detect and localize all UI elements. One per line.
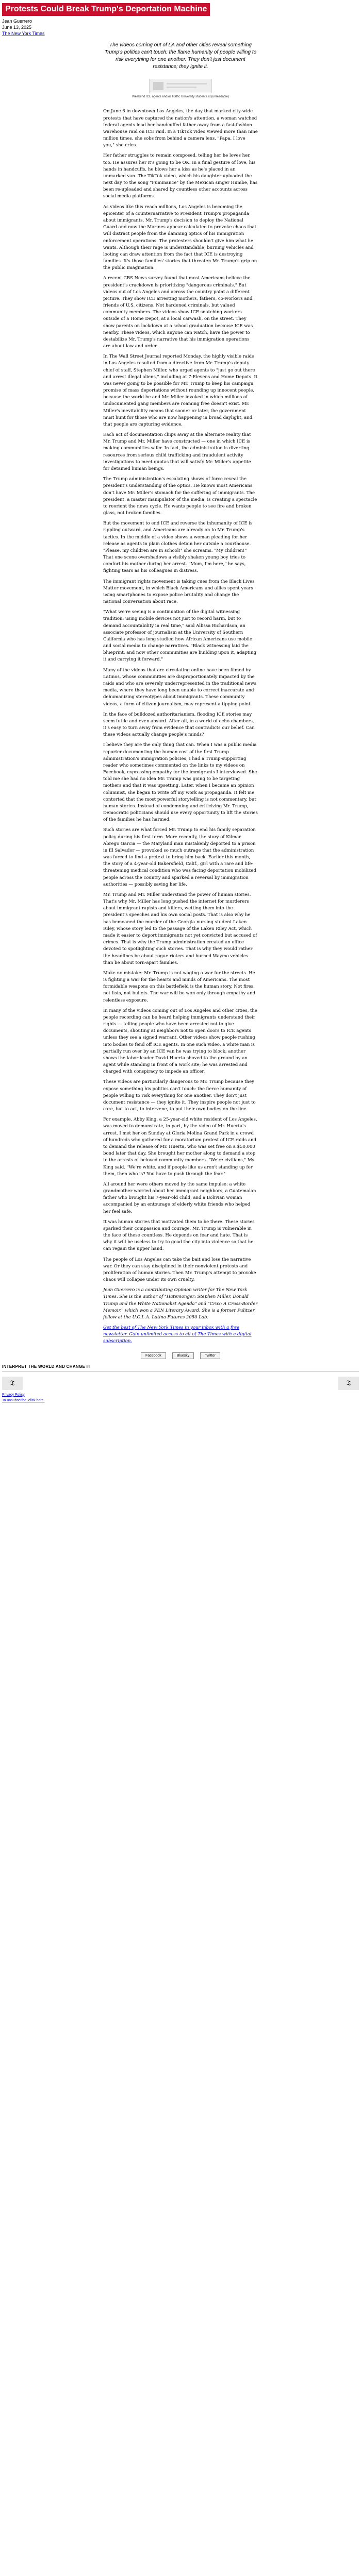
article-paragraph: As videos like this reach millions, Los Angeles is becoming the epicenter of a counternarrative to President Trump's propaganda about immigrants. Mr. Trump's decision to deploy the National Guard and now the Marines appear calculated to provoke chaos that will distract people from the damning optics of his immigration enforcement operations. The protesters shouldn't give him what he wants. Although their rage is understandable, burning vehicles and looting can draw attention from the fact that ICE is destroying families. It's those families' stories that threaten Mr. Trump's grip on the public imagination.: [103, 204, 257, 271]
article-paragraph: A recent CBS News survey found that most Americans believe the president's crackdown is prioritizing "dangerous criminals." But videos out of Los Angeles and across the country paint a different picture. They show ICE arresting mothers, fathers, co-workers and friends of U.S. citizens. Not hardened criminals, but valued community members. The videos show ICE snatching workers outside of a Home Depot, at a local carwash, on the street. They show parents on lockdown at a school graduation because ICE was nearby. These videos, which anyone can watch, have the power to destabilize Mr. Trump's narrative that his immigration operations are about law and order.: [103, 276, 253, 349]
article-paragraph: I believe they are the only thing that can. When I was a public media reporter documenting the human cost of the first Trump administration's immigration policies, I had a Trump-supporting reader who sometimes commented on the links to my videos on Facebook, expressing empathy for the immigrants I interviewed. She told me she had no idea Mr. Trump was going to be targeting mothers and that it was upsetting. Later, when I became an opinion columnist, she began to write off my work as propaganda. It felt me contorted that the most powerful storytelling is not commentary, but human stories. Instead of condemning and criticizing Mr. Trump, Democratic politicians should use every opportunity to lift the stories of the families he has harmed.: [103, 742, 258, 823]
logo-icon[interactable]: 𝔗: [338, 1377, 359, 1390]
hero-caption: Weekend ICE agents and/or Traffic University students at (unreadable): [132, 95, 229, 99]
article-paragraph: In the face of bulldozed authoritarianism, flooding ICE stories may seem futile and even absurd. After all, in a world of echo chambers, it's easy to turn away from evidence that contradicts our belief. Can these videos actually change people's minds?: [103, 711, 255, 738]
subheadline: The videos coming out of LA and other cities reveal something Trump's politics can't touch: the flame humanity of people willing to risk everything for one another. They don't just document resistance; they ignite it.: [104, 42, 257, 70]
share-twitter-button[interactable]: Twitter: [200, 1352, 220, 1359]
author-name: Jean Guerrero: [2, 18, 32, 24]
byline: [2, 18, 361, 37]
publication-link[interactable]: The New York Times: [2, 31, 45, 37]
article-paragraph: On June 6 in downtown Los Angeles, the day that marked city-wide protests that have captured the nation's attention, a woman watched federal agents lead her handcuffed father away from a fast-fashion warehouse raid on ICE raid. In a TikTok video viewed more than nine million times, she sobs from behind a camera lens, "Papa, I love you," she cries.: [103, 109, 258, 148]
article-paragraph: In many of the videos coming out of Los Angeles and other cities, the people recording can be heard helping immigrants understand their rights — telling people who have been arrested not to give documents, shouting at neighbors not to open doors to ICE agents unless they see a signed warrant. Other videos show people rushing into bodies to fend off ICE agents. In one such video, a white man is partially run over by an ICE van he was trying to block; another shows the labor leader David Huerta shoved to the ground by an agent while standing in front of a work site; he was arrested and charged with conspiracy to impede an officer.: [103, 1008, 257, 1075]
article-paragraph: Each act of documentation chips away at the alternate reality that Mr. Trump and Mr. Miller have constructed — one in which ICE is making communities safer. In fact, the administration is diverting resources from serious child trafficking and fraudulent activity investigations to meet quotas that will satisfy Mr. Miller's appetite for detained human beings.: [103, 432, 251, 471]
article-paragraph: Such stories are what forced Mr. Trump to end his family separation policy during his first term. More recently, the story of Kilmar Abrego Garcia — the Maryland man mistakenly deported to a prison in El Salvador — provoked so much outrage that the administration was forced to find a pretext to bring him back. Earlier this month, the story of a 4-year-old Bakersfield, Calif., girl with a rare and life-threatening medical condition who was facing deportation mobilized people across the country and sparked a reversal by immigration authorities — possibly saving her life.: [103, 827, 256, 887]
article-paragraph: Her father struggles to remain composed, telling her he loves her, too. He assures her it's going to be OK. In a final gesture of love, his hands in handcuffs, he blows her a kiss as he's placed in an unmarked van. The TikTok video, which his daughter uploaded the next day to the song "Fuminance" by the Mexican singer Humbe, has been re-uploaded and shared by countless other accounts across social media platforms.: [103, 153, 258, 199]
article-paragraph: The immigrant rights movement is taking cues from the Black Lives Matter movement, in which Black Americans and allies spent years using smartphones to expose police brutality and change the national conversation about race.: [103, 579, 255, 605]
headline[interactable]: Protests Could Break Trump's Deportation Machine: [2, 3, 210, 16]
article-paragraph: All around her were others moved by the same impulse: a white grandmother worried about her immigrant neighbors, a Guatemalan father who brought his 7-year-old child, and a Bolivian woman accompanied by an entourage of elderly white friends who helped her feel safe.: [103, 1181, 256, 1214]
article-body: [103, 108, 258, 1345]
author-bio: Jean Guerrero is a contributing Opinion writer for The New York Times. She is the author of "Hatemonger: Stephen Miller, Donald Trump and the White Nationalist Agenda" and "Crux: A Cross-Border Memoir," which won a PEN Literary Award. She is a former Pulitzer fellow at the U.C.L.A. Latina Futures 2050 Lab.: [103, 1287, 258, 1320]
article-paragraph: Make no mistake: Mr. Trump is not waging a war for the streets. He is fighting a war for the hearts and minds of Americans. The most formidable weapons on this battlefield is the human story. Not fires, not fists, not bullets. The war will be won only through empathy and relentless exposure.: [103, 970, 256, 1003]
subscribe-link[interactable]: Get the best of The New York Times in your inbox with a free newsletter. Gain unlimited access to all of The Times with a digital subscription.: [103, 1325, 252, 1344]
article-paragraph: "What we're seeing is a continuation of the digital witnessing tradition: using mobile devices not just to record harm, but to demand accountability in real time," said Allissa Richardson, an associate professor of journalism at the University of Southern California who has long studied how African Americans use mobile and social media to change narratives. "Black witnessing laid the blueprint, and now other communities are building upon it, adapting it and carrying it forward.": [103, 609, 256, 663]
hero-image: [149, 79, 212, 93]
footer-tagline: INTERPRET THE WORLD AND CHANGE IT: [2, 1364, 91, 1369]
article-paragraph: The Trump administration's escalating shows of force reveal the president's understanding of the optics. He knows most Americans don't have Mr. Miller's stomach for the suffering of immigrants. The president, a master manipulator of the media, is creating a spectacle to reorient the news cycle. He wants people to see fire and broken glass, not broken families.: [103, 477, 257, 516]
privacy-policy-link[interactable]: Privacy Policy: [2, 1393, 25, 1397]
logo-icon[interactable]: 𝔗: [2, 1377, 23, 1390]
publish-date: June 13, 2025: [2, 24, 32, 30]
image-placeholder-icon: [150, 80, 211, 92]
article-paragraph: The people of Los Angeles can take the bait and lose the narrative war. Or they can stay disciplined in their nonviolent protests and proliferation of human stories. Then Mr. Trump's attempt to provoke chaos will collapse under its own cruelty.: [103, 1257, 256, 1283]
article-paragraph: Many of the videos that are circulating online have been filmed by Latinos, whose communities are disproportionately impacted by the raids and who are severely underrepresented in the traditional news media, where they have long been unable to correct inaccurate and dehumanizing stereotypes about immigrants. These community videos, a form of citizen journalism, may represent a tipping point.: [103, 667, 257, 707]
footer-logos: [2, 1377, 359, 1390]
article-paragraph: But the movement to end ICE and reverse the inhumanity of ICE is rippling outward, and Americans are already on to Mr. Trump's tactics. In the middle of a video shows a woman pleading for her release as agents in plain clothes detain her outside a courthouse. "Please, my children are in school!" she screams. "My children!" That one scene overshadows a visibly shaken young boy tries to comfort his mother during her arrest. "Mom, I'm here," he says, fighting tears as his colleagues in distress.: [103, 521, 253, 574]
subscribe-note: [103, 1325, 258, 1345]
share-facebook-button[interactable]: Facebook: [141, 1352, 166, 1359]
article-paragraph: These videos are particularly dangerous to Mr. Trump because they expose something his politics can't touch: the fierce humanity of people willing to risk everything for one another. They don't just document resistance — they ignite it. They inspire people not just to care, but to act, to intervene, to put their own bodies on the line.: [103, 1079, 256, 1112]
share-bluesky-button[interactable]: Bluesky: [172, 1352, 194, 1359]
article-paragraph: In The Wall Street Journal reported Monday, the highly visible raids in Los Angeles resulted from a directive from Mr. Trump's deputy chief of staff, Stephen Miller, who urged agents to "just go out there and arrest illegal aliens," including at 7-Elevens and Home Depots. It was never going to be possible for Mr. Trump to keep his campaign promise of mass deportations without rounding up innocent people, because the world he and Mr. Miller invoked in which millions of undocumented gang members are roaming free doesn't exist. Mr. Miller's inevitability means that sooner or later, the government must hunt for those who are now happening in broad daylight, and that people are capturing evidence.: [103, 354, 258, 427]
article-paragraph: It was human stories that motivated them to be there. These stories sparked their compassion and courage. Mr. Trump is vulnerable in the face of these countless. He depends on fear and hate. That is why it will be useless to try to goad the city into violence so that he can regain the upper hand.: [103, 1219, 255, 1252]
footer-links: [2, 1392, 361, 1403]
unsubscribe-link[interactable]: To unsubscribe, click here.: [2, 1398, 45, 1402]
article-paragraph: Mr. Trump and Mr. Miller understand the power of human stories. That's why Mr. Miller has long pushed the internet for murderers about immigrant rapists and killers, wetting them into the president's speeches and his own social posts. That is also why he has bemoaned the murder of the Georgia nursing student Laken Riley, whose story led to the passage of the Laken Riley Act, which made it easier to deport immigrants not yet convicted but accused of crimes. That is why the Trump administration created an office devoted to spotlighting such stories. That is why they would rather the headlines be about rogue rioters and burned Waymo vehicles than be about torn-apart families.: [103, 892, 257, 965]
share-buttons: [98, 1352, 263, 1359]
article-paragraph: For example, Abby King, a 25-year-old white resident of Los Angeles, was moved to demonstrate, in part, by the video of Mr. Huerta's arrest. I met her on Sunday at Gloria Molina Grand Park in a crowd of hundreds who gathered for a moratorium protest of ICE raids and to demand the release of Mr. Huerta, who was set free on a $50,000 bond later that day. She brought her mother along to demand a stop to the arrests of beloved community members. "We're civilians," Ms. King said. "We're white, and if people like us aren't standing up for them, then who is? You have to push through the fear.": [103, 1117, 257, 1177]
